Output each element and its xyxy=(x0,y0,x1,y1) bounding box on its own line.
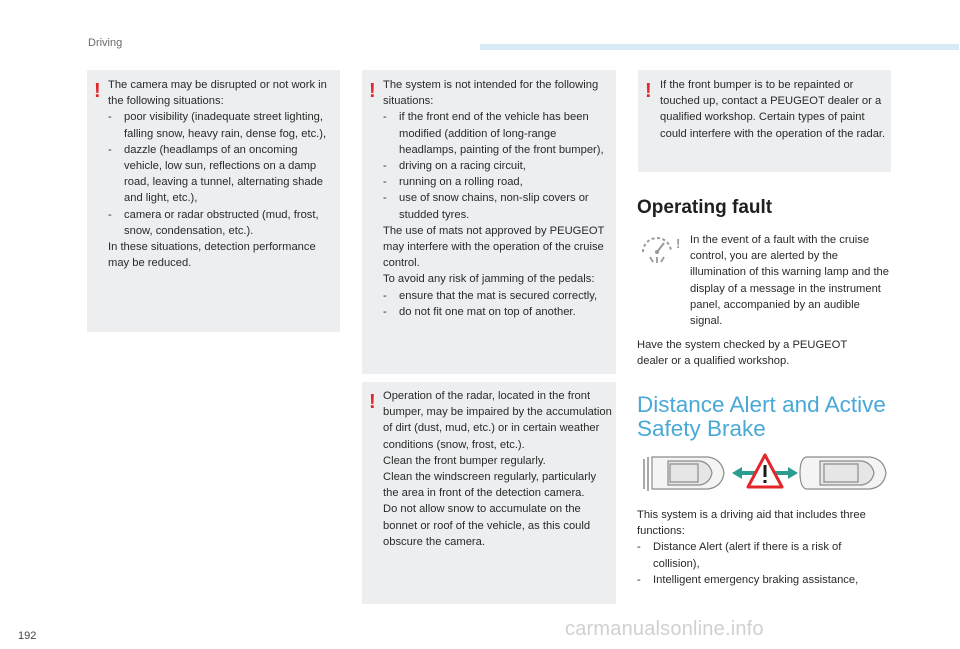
left-car-icon xyxy=(644,457,724,491)
warning-icon: ! xyxy=(369,391,376,413)
warning-icon: ! xyxy=(645,80,652,102)
distance-alert-text: This system is a driving aid that includes three functions: - Distance Alert (alert if there is a risk of collision), - Intelligent emergency braking assistance, xyxy=(637,507,887,588)
list-item: - if the front end of the vehicle has been modified (addition of long-range headlamps, painting of the front bumper), xyxy=(383,111,604,156)
list-item: - ensure that the mat is secured correctly, xyxy=(383,289,598,302)
list-item: - dazzle (headlamps of an oncoming vehicle, low sun, reflections on a damp road, leaving a tunnel, alternating shade and light, etc.), xyxy=(108,143,324,205)
list-item: - camera or radar obstructed (mud, frost, snow, condensation, etc.). xyxy=(108,208,319,237)
list-item: - do not fit one mat on top of another. xyxy=(383,305,576,318)
fault-advice: Have the system checked by a PEUGEOT dealer or a qualified workshop. xyxy=(637,339,847,368)
camera-intro: The camera may be disrupted or not work in the following situations: xyxy=(108,79,327,108)
section-title: Driving xyxy=(88,37,123,49)
page-number: 192 xyxy=(18,630,37,642)
list-item: - poor visibility (inadequate street lighting, falling snow, heavy rain, dense fog, etc.), xyxy=(108,111,327,140)
list-item: - Distance Alert (alert if there is a risk of collision), xyxy=(637,541,842,570)
cruise-control-fault-icon xyxy=(638,232,684,266)
radar-warning-text: Operation of the radar, located in the front bumper, may be impaired by the accumulation of dirt (dust, mud, etc.) or in certain weather conditions (snow, frost, etc.). Clean the front bumper regularly. Clean the windscreen regularly, particularly the area in front of the detection camera. Do not allow snow to accumulate on the bonnet or roof of the vehicle, as this could obscure the camera. xyxy=(383,390,612,548)
svg-text:!: ! xyxy=(676,236,681,251)
list-item: - Intelligent emergency braking assistance, xyxy=(637,573,859,586)
operating-fault-heading: Operating fault xyxy=(637,197,773,218)
distance-alert-diagram xyxy=(640,449,890,497)
list-item: - driving on a racing circuit, xyxy=(383,160,526,173)
bumper-warning-text: If the front bumper is to be repainted or touched up, contact a PEUGEOT dealer or a qualified workshop. Certain types of paint could interfere with the operation of the radar. xyxy=(660,79,886,140)
warning-icon: ! xyxy=(94,80,101,102)
list-item: - running on a rolling road, xyxy=(383,176,523,189)
system-limits-text: The system is not intended for the following situations: - if the front end of the vehicle has been modified (addition of long-range headlamps, painting of the front bumper), - driving on a racing circuit, - running on a rolling road, - use of snow chains, non-slip covers or studded tyres. The use of mats not approved by PEUGEOT may interfere with the operation of the cruise control. To avoid any risk of jamming of the pedals: - ensure that the mat is secured correctly, - do not fit one mat on top of another. xyxy=(383,77,613,320)
section-bar xyxy=(480,44,959,50)
watermark: carmanualsonline.info xyxy=(565,618,764,640)
distance-alert-heading: Distance Alert and Active Safety Brake xyxy=(637,392,886,441)
camera-warning-text xyxy=(108,77,336,271)
warning-icon: ! xyxy=(369,80,376,102)
fault-icon-text: In the event of a fault with the cruise control, you are alerted by the illumination of this warning lamp and the display of a message in the instrument panel, accompanied by an audible signal. xyxy=(690,234,889,328)
list-item: - use of snow chains, non-slip covers or studded tyres. xyxy=(383,192,589,221)
camera-outro: In these situations, detection performance may be reduced. xyxy=(108,241,316,270)
right-car-icon xyxy=(800,457,886,489)
